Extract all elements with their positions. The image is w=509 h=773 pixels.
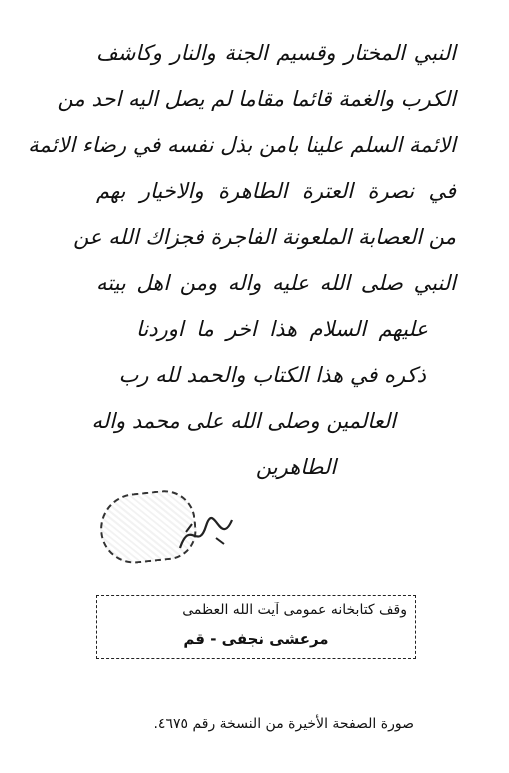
stamp-line-1: وقف كتابخانه عمومی آیت الله العظمی [182, 602, 407, 618]
manuscript-line: الائمة السلم علينا بامن بذل نفسه في رضاء الائمة [28, 133, 456, 157]
manuscript-line: النبي المختار وقسيم الجنة والنار وكاشف [96, 41, 456, 65]
manuscript-text [28, 30, 456, 490]
manuscript-line: النبي صلى الله عليه واله ومن اهل بيته [96, 271, 456, 295]
manuscript-line: العالمين وصلى الله على محمد واله [91, 409, 396, 433]
manuscript-line: الطاهرين [255, 455, 337, 479]
manuscript-line: الكرب والغمة قائما مقاما لم يصل اليه احد من [57, 87, 456, 111]
figure-caption: صورة الصفحة الأخيرة من النسخة رقم ٤٦٧٥. [153, 716, 414, 732]
manuscript-line: ذكره في هذا الكتاب والحمد لله رب [118, 363, 426, 387]
stamp-line-2: مرعشی نجفی - قم [183, 630, 329, 648]
handwritten-signature [176, 508, 236, 558]
manuscript-line: من العصابة الملعونة الفاجرة فجزاك الله عن [73, 225, 456, 249]
library-stamp [96, 595, 416, 659]
manuscript-line: عليهم السلام هذا اخر ما اوردنا [136, 317, 428, 341]
manuscript-line: في نصرة العترة الطاهرة والاخيار بهم [96, 179, 456, 203]
